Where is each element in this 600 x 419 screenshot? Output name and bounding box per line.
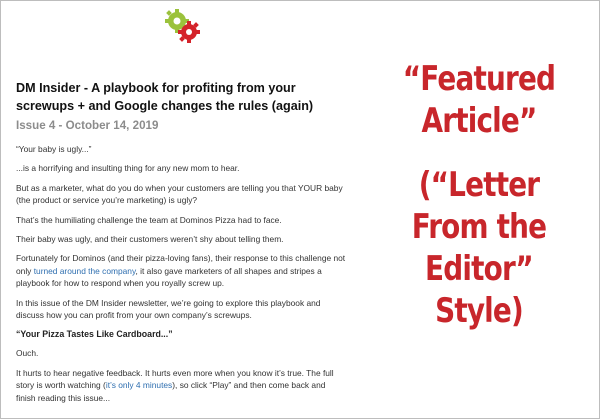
caption-line-5: Editor” Style) xyxy=(425,249,533,331)
article-headline: DM Insider - A playbook for profiting from your screwups + and Google changes the rules (again) xyxy=(16,81,314,113)
caption-line-2: Article” xyxy=(421,101,537,141)
paragraph-3: But as a marketer, what do you do when your customers are telling you that YOUR baby (the product or service you’re marketing) is ugly? xyxy=(16,182,343,206)
paragraph-8: Ouch. xyxy=(16,348,39,359)
paragraph-5: Their baby was ugly, and their customers weren’t shy about telling them. xyxy=(16,234,284,245)
gear-logo-icon xyxy=(163,6,203,46)
caption-line-4: From the xyxy=(411,207,547,247)
caption-line-1: “Featured xyxy=(402,59,556,99)
caption-line-3: (“Letter xyxy=(418,165,540,205)
newsletter-article xyxy=(16,79,346,404)
article-subhead: “Your Pizza Tastes Like Cardboard...” xyxy=(16,329,173,340)
paragraph-2: ...is a horrifying and insulting thing for any new mom to hear. xyxy=(16,163,240,174)
paragraph-1: “Your baby is ugly...” xyxy=(16,144,92,154)
paragraph-9: It hurts to hear negative feedback. It hurts even more when you know it’s true. The full story is worth watching (it’s only 4 minutes), so click “Play” and then come back and finish reading this issue... xyxy=(16,367,334,403)
video-link[interactable]: it’s only 4 minutes xyxy=(105,380,173,391)
issue-date: Issue 4 - October 14, 2019 xyxy=(16,119,159,132)
paragraph-6: Fortunately for Dominos (and their pizza-loving fans), their response to this challenge not only turned around the company, it also gave marketers of all shapes and stripes a playbook for how to respond when you royally screw up. xyxy=(16,253,346,289)
paragraph-7: In this issue of the DM Insider newsletter, we’re going to explore this playbook and discuss how you can profit from your own company’s screwups. xyxy=(16,297,321,321)
side-caption xyxy=(386,58,573,332)
turned-around-link[interactable]: turned around the company xyxy=(33,265,136,276)
paragraph-4: That’s the humiliating challenge the team at Dominos Pizza had to face. xyxy=(16,214,282,225)
